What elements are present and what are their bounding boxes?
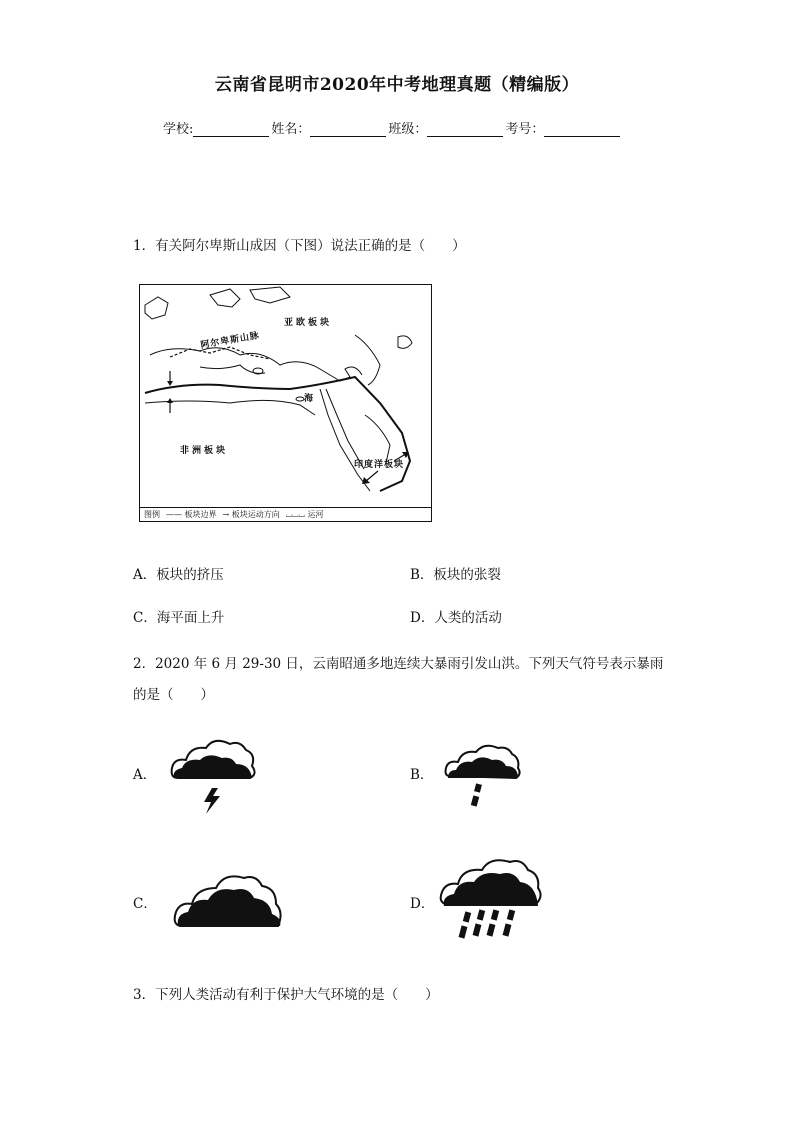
legend-canal: ⌴⌴⌴ 运河 (285, 510, 324, 519)
q2-option-b[interactable]: B． (410, 767, 434, 783)
light-rain-icon[interactable] (442, 738, 522, 812)
q2-option-a[interactable]: A． (133, 767, 157, 783)
q2-option-c[interactable]: C． (133, 896, 157, 912)
name-field[interactable] (310, 122, 386, 137)
legend-direction: → 板块运动方向 (222, 510, 280, 519)
indian-plate-label: 印度洋板块 (354, 460, 405, 470)
school-label: 学校: (163, 122, 194, 137)
alps-label: 阿尔卑斯山脉 (199, 330, 261, 352)
heavy-rain-icon[interactable] (438, 852, 542, 944)
question-3-text: 3．下列人类活动有利于保护大气环境的是（ ） (133, 987, 439, 1003)
student-info-line (163, 118, 622, 137)
plate-map (139, 284, 432, 522)
question-2-text-line1: 2．2020 年 6 月 29-30 日，云南昭通多地连续大暴雨引发山洪。下列天气符号表示暴雨 (133, 656, 664, 672)
exam-no-label: 考号： (505, 122, 545, 137)
q1-option-c[interactable]: C．海平面上升 (133, 610, 225, 626)
question-1-text: 1．有关阿尔卑斯山成因（下图）说法正确的是（ ） (133, 238, 466, 254)
eurasia-plate-label: 亚欧板块 (284, 318, 333, 328)
legend-boundary: —— 板块边界 (166, 510, 217, 519)
africa-plate-label: 非洲板块 (180, 446, 229, 456)
name-label: 姓名： (271, 122, 311, 137)
q1-option-d[interactable]: D．人类的活动 (410, 610, 502, 626)
question-2-text-line2: 的是（ ） (133, 687, 214, 703)
exam-no-field[interactable] (544, 122, 620, 137)
class-label: 班级： (388, 122, 428, 137)
q2-option-d[interactable]: D． (410, 896, 435, 912)
school-field[interactable] (193, 122, 269, 137)
q1-option-b[interactable]: B．板块的张裂 (410, 567, 501, 583)
legend-title: 图例 (144, 510, 160, 519)
thunderstorm-icon[interactable] (166, 732, 258, 816)
sea-label: 海 (304, 394, 317, 404)
overcast-icon[interactable] (172, 862, 284, 928)
page-title: 云南省昆明市2020年中考地理真题（精编版） (214, 75, 580, 95)
q1-option-a[interactable]: A．板块的挤压 (133, 567, 224, 583)
map-legend (140, 507, 431, 521)
class-field[interactable] (427, 122, 503, 137)
